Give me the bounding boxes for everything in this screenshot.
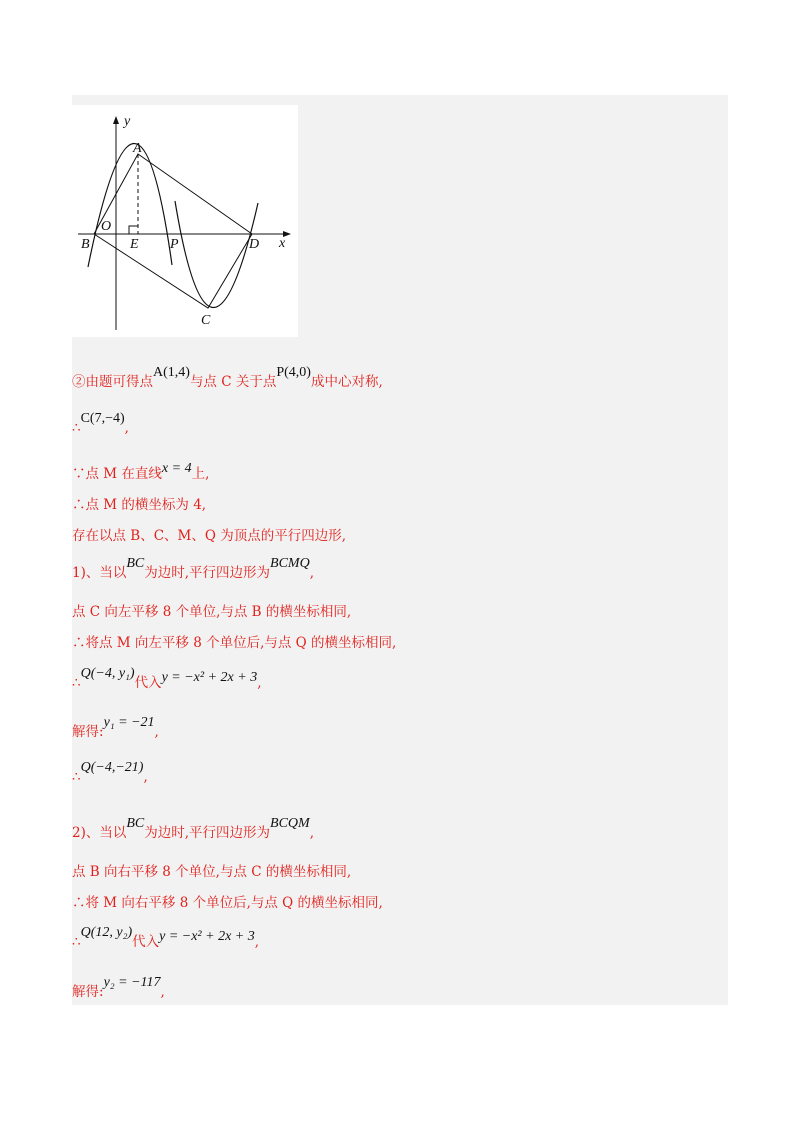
text: 代入 [132, 934, 160, 950]
y-axis-arrow [113, 116, 119, 124]
text: 为边时,平行四边形为 [144, 565, 271, 581]
text: ∴ [72, 420, 81, 436]
expr-y2: y₂ = −117 [103, 975, 161, 990]
line-9 [72, 666, 262, 692]
expr-bc: BC [126, 816, 145, 831]
text: 代入 [134, 675, 162, 691]
expr-x-eq-4: x = 4 [161, 461, 192, 476]
line-12 [72, 816, 315, 842]
expr-bc: BC [126, 556, 145, 571]
text: , [124, 420, 129, 436]
text: , [254, 934, 260, 950]
text: 与点 C 关于点 [189, 374, 277, 390]
text: 成中心对称, [310, 374, 383, 390]
label-b: B [81, 237, 90, 252]
label-x: x [279, 236, 286, 251]
label-o: O [101, 219, 112, 234]
text: 上, [191, 466, 210, 482]
label-e: E [130, 237, 139, 252]
expr-point-a: A(1,4) [153, 365, 190, 380]
line-5: 存在以点 B、C、M、Q 为顶点的平行四边形, [72, 528, 347, 544]
expr-y1: y₁ = −21 [103, 715, 155, 730]
line-11 [72, 760, 148, 786]
right-angle-mark [129, 226, 138, 234]
label-d: D [249, 237, 260, 252]
line-15 [72, 925, 260, 951]
text: ∵点 M 在直线 [72, 466, 162, 482]
text: , [154, 724, 159, 740]
expr-parabola: y = −x² + 2x + 3 [161, 670, 258, 685]
line-3 [72, 462, 209, 483]
expr-bcmq: BCMQ [270, 556, 310, 571]
figure-svg [72, 105, 298, 337]
label-c: C [201, 313, 211, 328]
text: 解得: [72, 724, 104, 740]
expr-q1: Q(−4, y₁) [80, 666, 135, 681]
text: ∴ [72, 769, 81, 785]
label-a: A [133, 141, 142, 156]
expr-q-result: Q(−4,−21) [80, 760, 144, 775]
text: , [143, 769, 148, 785]
expr-c: C(7,−4) [80, 411, 125, 426]
text: 解得: [72, 984, 104, 1000]
line-7: 点 C 向左平移 8 个单位,与点 B 的横坐标相同, [72, 604, 352, 620]
parabola-2 [175, 201, 258, 308]
text: ∴ [72, 675, 81, 691]
line-10 [72, 715, 159, 741]
line-4: ∴点 M 的横坐标为 4, [72, 497, 207, 513]
line-14: ∴将 M 向右平移 8 个单位后,与点 Q 的横坐标相同, [72, 895, 383, 911]
text: , [160, 984, 165, 1000]
text: ∴ [72, 934, 81, 950]
expr-q2: Q(12, y₂) [80, 925, 133, 940]
line-16 [72, 975, 165, 1001]
text: , [309, 825, 315, 841]
line-1 [72, 365, 383, 391]
text: , [257, 675, 262, 691]
line-6 [72, 556, 315, 582]
parallelogram [94, 154, 252, 308]
text: 1)、当以 [72, 565, 127, 581]
label-p: P [170, 237, 179, 252]
expr-bcqm: BCQM [270, 816, 310, 831]
label-y: y [124, 114, 131, 129]
expr-point-p: P(4,0) [276, 365, 311, 380]
text: 为边时,平行四边形为 [144, 825, 271, 841]
text: , [309, 565, 315, 581]
geometry-figure [72, 105, 298, 337]
expr-parabola: y = −x² + 2x + 3 [159, 929, 255, 944]
text: 2)、当以 [72, 825, 127, 841]
line-2 [72, 411, 129, 437]
text: ②由题可得点 [72, 374, 153, 390]
line-13: 点 B 向右平移 8 个单位,与点 C 的横坐标相同, [72, 864, 352, 880]
line-8: ∴将点 M 向左平移 8 个单位后,与点 Q 的横坐标相同, [72, 635, 397, 651]
